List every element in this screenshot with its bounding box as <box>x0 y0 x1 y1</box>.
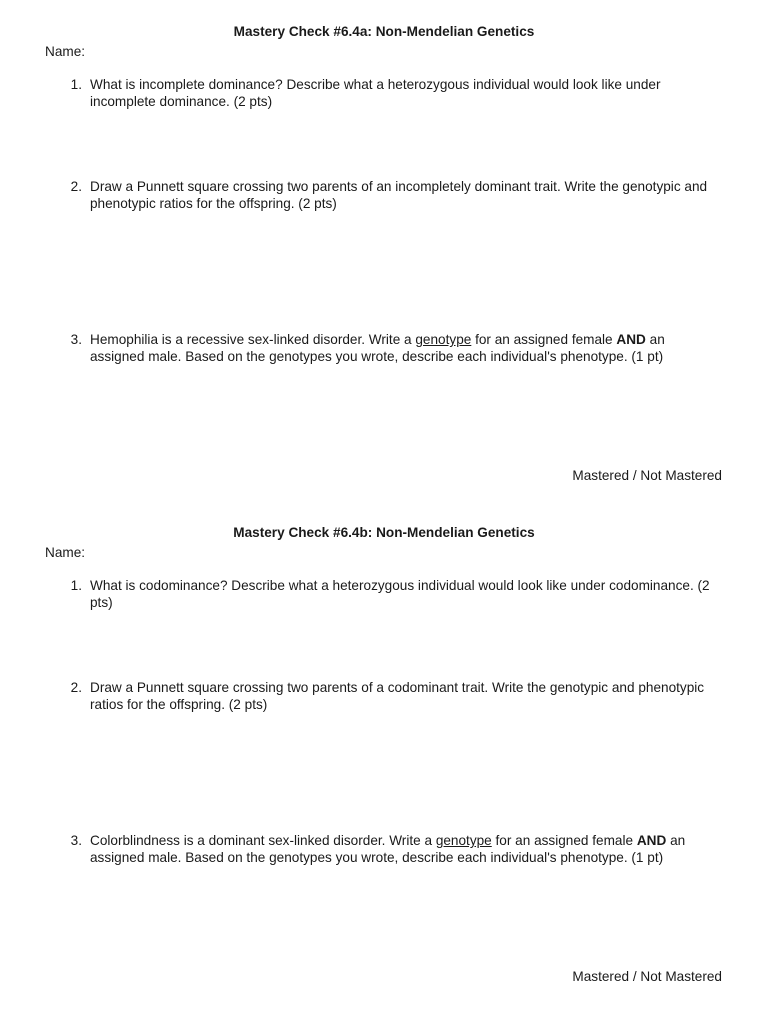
question-text-part: for an assigned female <box>471 332 617 347</box>
underlined-term: genotype <box>435 833 492 848</box>
question-text-part: for an assigned female <box>491 833 637 848</box>
mastery-check-a <box>0 0 768 500</box>
question-text: Draw a Punnett square crossing two parents of a codominant trait. Write the genotypic and phenotypic ratios for the offspring. (2 pts) <box>90 680 705 712</box>
mastery-status-label: Mastered / Not Mastered <box>572 468 722 483</box>
bold-term: AND <box>616 332 646 347</box>
question-number: 2. <box>70 680 82 695</box>
question-number: 3. <box>70 332 82 347</box>
question-text <box>90 331 722 365</box>
bold-term: AND <box>636 833 667 848</box>
question-number: 1. <box>70 77 82 92</box>
question-text-part: Colorblindness is a dominant sex-linked disorder. Write a <box>90 833 436 848</box>
underlined-term: genotype <box>415 332 472 347</box>
name-label: Name: <box>45 44 86 59</box>
question-text-part: an assigned male. Based on the genotypes you wrote, describe each individual's phenotype. (1 pt) <box>90 833 686 865</box>
question-number: 2. <box>70 179 82 194</box>
mastery-check-b <box>0 501 768 1001</box>
question-text-part: Hemophilia is a recessive sex-linked disorder. Write a <box>90 332 416 347</box>
question-text: What is codominance? Describe what a heterozygous individual would look like under codominance. (2 pts) <box>90 578 710 610</box>
question-text-part: an assigned male. Based on the genotypes you wrote, describe each individual's phenotype. (1 pt) <box>90 332 665 364</box>
mastery-status-label: Mastered / Not Mastered <box>572 969 722 984</box>
name-label: Name: <box>45 545 86 560</box>
question-number: 1. <box>70 578 82 593</box>
question-number: 3. <box>70 833 82 848</box>
worksheet-title: Mastery Check #6.4a: Non-Mendelian Genetics <box>233 24 535 39</box>
question-text: What is incomplete dominance? Describe what a heterozygous individual would look like under incomplete dominance. (2 pts) <box>90 77 661 109</box>
worksheet-title: Mastery Check #6.4b: Non-Mendelian Genetics <box>233 525 535 540</box>
question-text <box>90 832 722 866</box>
question-text: Draw a Punnett square crossing two parents of an incompletely dominant trait. Write the genotypic and phenotypic ratios for the offspring. (2 pts) <box>90 179 708 211</box>
